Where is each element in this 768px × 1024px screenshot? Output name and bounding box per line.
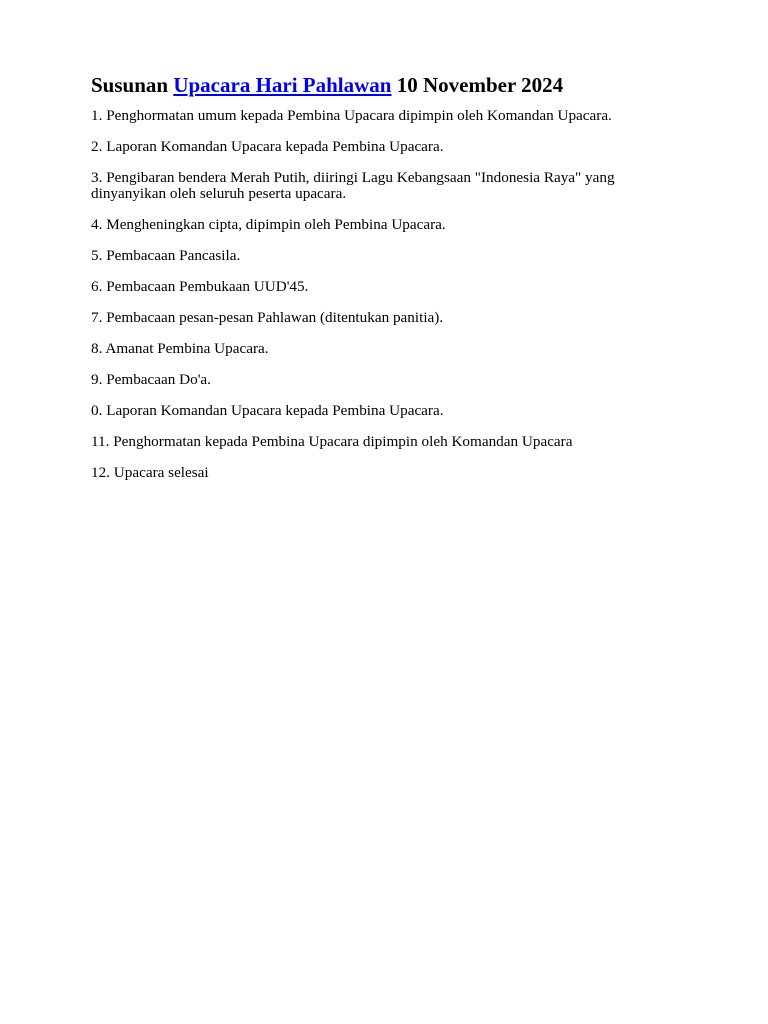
list-item: 4. Mengheningkan cipta, dipimpin oleh Pembina Upacara.	[91, 216, 446, 233]
title-suffix: 10 November 2024	[396, 73, 564, 97]
title-link[interactable]: Upacara Hari Pahlawan	[173, 73, 392, 97]
list-item: 2. Laporan Komandan Upacara kepada Pembina Upacara.	[91, 138, 444, 155]
document-page	[91, 72, 671, 496]
list-item: 8. Amanat Pembina Upacara.	[91, 340, 269, 357]
list-item: 12. Upacara selesai	[91, 464, 209, 481]
list-item: 1. Penghormatan umum kepada Pembina Upacara dipimpin oleh Komandan Upacara.	[91, 107, 612, 124]
page-title	[91, 72, 671, 98]
title-prefix: Susunan	[91, 73, 169, 97]
list-item: 11. Penghormatan kepada Pembina Upacara dipimpin oleh Komandan Upacara	[91, 433, 573, 450]
list-item: 9. Pembacaan Do'a.	[91, 371, 211, 388]
list-item: 7. Pembacaan pesan-pesan Pahlawan (ditentukan panitia).	[91, 309, 444, 326]
list-item: 3. Pengibaran bendera Merah Putih, diiringi Lagu Kebangsaan "Indonesia Raya" yang dinyanyikan oleh seluruh peserta upacara.	[91, 169, 615, 202]
list-item: 5. Pembacaan Pancasila.	[91, 247, 241, 264]
list-item: 0. Laporan Komandan Upacara kepada Pembina Upacara.	[91, 402, 444, 419]
ceremony-steps-list	[91, 108, 671, 481]
list-item: 6. Pembacaan Pembukaan UUD'45.	[91, 278, 309, 295]
